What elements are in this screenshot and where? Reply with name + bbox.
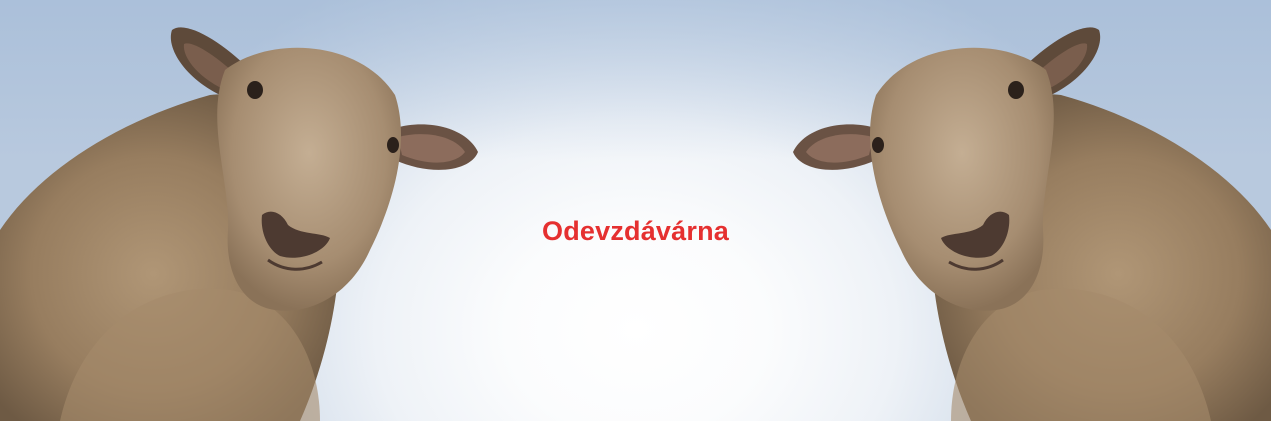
sheep-left-image — [0, 0, 500, 421]
page-title: Odevzdávárna — [542, 216, 729, 246]
sheep-right-image — [771, 0, 1271, 421]
